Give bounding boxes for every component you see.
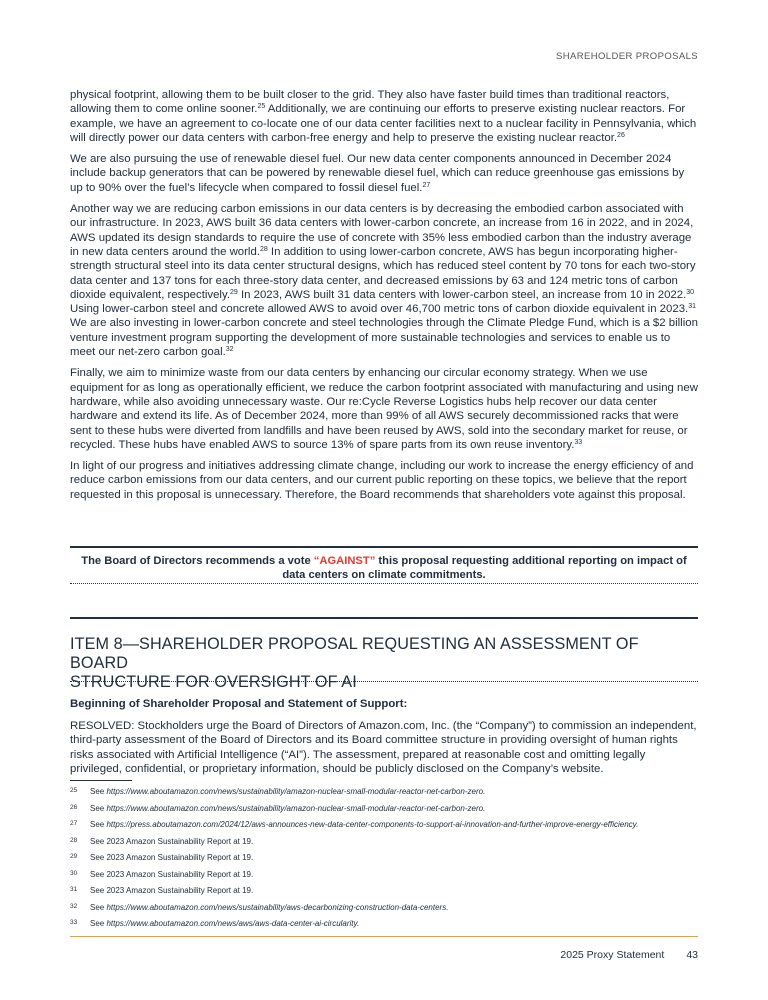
paragraph-text: physical footprint, allowing them to be built closer to the grid. They also have faster build times than traditional reactors, allowing them to come online sooner. <box>70 89 670 116</box>
footnote-marker: 30 <box>686 288 695 296</box>
item-heading-box <box>70 617 698 691</box>
body-text <box>70 88 698 509</box>
footnote <box>70 902 698 912</box>
footnote-marker: 27 <box>422 181 431 189</box>
body-paragraph <box>70 152 698 195</box>
footnote-divider <box>70 780 132 781</box>
item-title-line-2: STRUCTURE FOR OVERSIGHT OF AI <box>70 673 357 691</box>
document-page <box>70 0 698 1000</box>
footnote-number: 33 <box>70 919 78 926</box>
item-title-line-1: ITEM 8—SHAREHOLDER PROPOSAL REQUESTING AN ASSESSMENT OF BOARD <box>70 635 639 672</box>
footnote-text: See 2023 Amazon Sustainability Report at 19. <box>90 836 254 846</box>
board-recommendation-box <box>70 546 698 584</box>
resolved-paragraph <box>70 719 698 783</box>
footnote-marker: 25 <box>257 103 266 111</box>
footnote-number: 26 <box>70 803 78 811</box>
footnote-number: 32 <box>70 902 78 910</box>
footnote-link[interactable]: https://www.aboutamazon.com/news/sustainability/amazon-nuclear-small-modular-reactor-net-carbon-zero. <box>106 803 486 813</box>
footnote-number: 31 <box>70 886 78 893</box>
footnote-marker: 33 <box>574 438 583 446</box>
body-paragraph <box>70 88 698 145</box>
recommendation-prefix: The Board of Directors recommends a vote <box>81 555 314 567</box>
body-paragraph <box>70 366 698 452</box>
footnote-marker: 32 <box>225 346 234 354</box>
footnote-text: See <box>90 787 107 796</box>
footnote-text: See <box>90 820 107 829</box>
proposal-subhead: Beginning of Shareholder Proposal and Statement of Support: <box>70 698 408 710</box>
recommendation-vote: “AGAINST” <box>313 555 376 567</box>
footnote-text: See <box>90 919 107 928</box>
footnote-number: 25 <box>70 787 78 794</box>
page-footer <box>560 949 698 961</box>
footnote-marker: 31 <box>688 303 696 311</box>
footnote-number: 28 <box>70 836 78 844</box>
footnote <box>70 786 698 796</box>
footnote-marker: 26 <box>617 131 625 139</box>
recommendation-suffix: this proposal requesting additional reporting on impact of data centers on climate commitments. <box>282 555 687 581</box>
footnotes <box>70 786 698 935</box>
running-head: SHAREHOLDER PROPOSALS <box>556 51 698 62</box>
footnote <box>70 852 698 862</box>
footnote-number: 29 <box>70 853 78 860</box>
footnote-text: See <box>90 902 107 912</box>
paragraph-text: In addition to using lower-carbon concrete, AWS has begun incorporating higher-strength structural steel into its data center structural designs, which has reduced steel content by 70 tons for each two-story data center and 137 tons for each three-story data center, and decreased emissions by 63 and 124 metric tons of carbon dioxide equivalent, respectively. <box>70 245 696 301</box>
body-paragraph <box>70 202 698 359</box>
footnote-text: See 2023 Amazon Sustainability Report at 19. <box>90 869 254 879</box>
footnote <box>70 803 698 813</box>
paragraph-text: We are also pursuing the use of renewable diesel fuel. Our new data center components announced in December 2024 include backup generators that can be powered by renewable diesel fuel, which can reduce greenhouse gas emissions by up to 90% over the fuel’s lifecycle when compared to fossil diesel fuel. <box>70 153 685 194</box>
footnote-number: 30 <box>70 869 78 877</box>
item-title <box>70 635 698 692</box>
footnote <box>70 836 698 846</box>
paragraph-text: Finally, we aim to minimize waste from our data centers by enhancing our circular economy strategy. When we use equipment for as long as operationally efficient, we reduce the carbon footprint associated with manufacturing and using new hardware, while also avoiding unnecessary waste. Our re:Cycle Reverse Logistics hubs help recover our data center hardware and extend its life. As of December 2024, more than 99% of all AWS securely decommissioned racks that were sent to these hubs were diverted from landfills and have been reused by AWS, sold into the secondary market for reuse, or recycled. These hubs have enabled AWS to source 13% of spare parts from its own reuse inventory. <box>70 367 698 451</box>
footnote-marker: 28 <box>259 245 268 253</box>
footnote <box>70 885 698 895</box>
page-number: 43 <box>686 949 698 961</box>
footnote-marker: 29 <box>229 288 238 296</box>
footnote-link[interactable]: https://www.aboutamazon.com/news/sustainability/amazon-nuclear-small-modular-reactor-net-carbon-zero. <box>106 787 486 796</box>
footnote-text: See <box>90 803 107 813</box>
paragraph-text: In light of our progress and initiatives addressing climate change, including our work to increase the energy efficiency of and reduce carbon emissions from our data centers, and our current public reporting on these topics, we believe that the report requested in this proposal is unnecessary. Therefore, the Board recommends that shareholders vote against this proposal. <box>70 460 694 501</box>
footer-doc-title: 2025 Proxy Statement <box>560 949 665 961</box>
paragraph-text: In 2023, AWS built 31 data centers with lower-carbon steel, an increase from 10 in 2022. <box>237 288 687 301</box>
footnote <box>70 819 698 829</box>
body-paragraph <box>70 459 698 502</box>
paragraph-text: Another way we are reducing carbon emissions in our data centers is by decreasing the embodied carbon associated with our infrastructure. In 2023, AWS built 36 data centers with lower-carbon concrete, an increase from 16 in 2022, and in 2024, AWS updated its design standards to require the use of concrete with 35% less embodied carbon than the industry average in new data centers around the world. <box>70 203 694 258</box>
footnote-link[interactable]: https://www.aboutamazon.com/news/aws/aws-data-center-ai-circularity. <box>106 919 360 928</box>
footnote-text: See 2023 Amazon Sustainability Report at 19. <box>90 886 254 895</box>
footer-rule <box>70 936 698 937</box>
footnote <box>70 869 698 879</box>
footnote-number: 27 <box>70 820 78 827</box>
footnote-link[interactable]: https://press.aboutamazon.com/2024/12/aws-announces-new-data-center-components-to-support-ai-innovation-and-further-improve-energy-efficiency. <box>106 820 639 829</box>
paragraph-text: Using lower-carbon steel and concrete allowed AWS to avoid over 46,700 metric tons of carbon dioxide equivalent in 2023. <box>70 303 689 316</box>
footnote-text: See 2023 Amazon Sustainability Report at 19. <box>90 853 254 862</box>
resolved-text: RESOLVED: Stockholders urge the Board of Directors of Amazon.com, Inc. (the “Company”) to commission an independent, third-party assessment of the Board of Directors and its Board committee structure in providing oversight of human rights risks associated with Artificial Intelligence (“AI”). The assessment, prepared at reasonable cost and omitting legally privileged, confidential, or proprietary information, should be publicly disclosed on the Company’s website. <box>70 720 697 775</box>
footnote <box>70 918 698 928</box>
paragraph-text: We are also investing in lower-carbon concrete and steel technologies through the Climate Pledge Fund, which is a $2 billion venture investment program supporting the development of more sustainable technologies and services to enable us to meet our net-zero carbon goal. <box>70 317 698 359</box>
paragraph-text: Additionally, we are continuing our efforts to preserve existing nuclear reactors. For example, we have an agreement to co-locate one of our data center facilities next to a nuclear facility in Pennsylvania, which will directly power our data centers with carbon-free energy and help to preserve the existing nuclear reactor. <box>70 103 697 144</box>
footnote-link[interactable]: https://www.aboutamazon.com/news/sustainability/aws-decarbonizing-construction-data-centers. <box>106 902 449 912</box>
